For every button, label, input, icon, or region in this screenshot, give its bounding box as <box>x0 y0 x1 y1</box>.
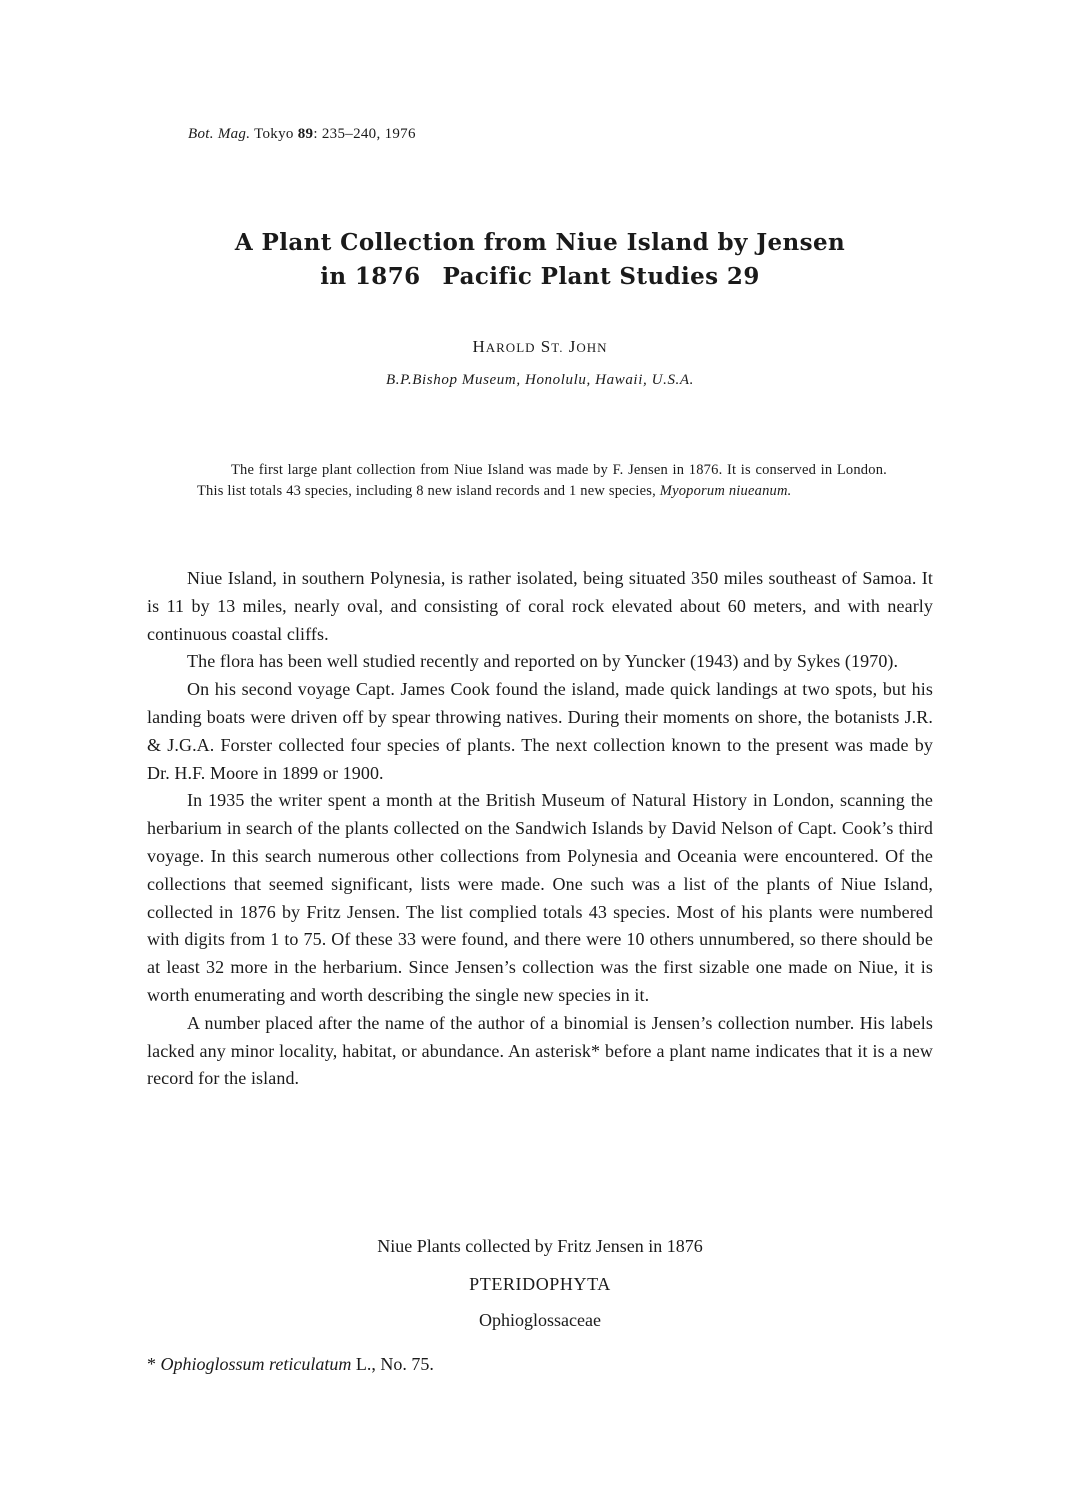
abstract-text: The first large plant collection from Niue Island was made by F. Jensen in 1876. It is conserved in London. This list totals 43 species, including 8 new island records and 1 new species, <box>197 462 887 499</box>
abstract <box>197 460 887 502</box>
paragraph: Niue Island, in southern Polynesia, is rather isolated, being situated 350 miles southeast of Samoa. It is 11 by 13 miles, nearly oval, and consisting of coral rock elevated about 60 meters, and with nearly continuous coastal cliffs. <box>147 568 933 644</box>
author-first-initial: H <box>472 337 486 356</box>
species-name: Ophioglossum reticulatum <box>160 1354 352 1374</box>
journal-place: Tokyo <box>254 126 294 142</box>
title-series: Pacific Plant Studies 29 <box>442 263 760 290</box>
abstract-species: Myoporum niueanum. <box>659 483 792 499</box>
author-last-rest: OHN <box>576 340 608 355</box>
paragraph: A number placed after the name of the author of a binomial is Jensen’s collection number. His labels lacked any minor locality, habitat, or abundance. An asterisk* before a plant name indicates that it is a new record for the island. <box>147 1012 933 1089</box>
author-last-initial: J <box>568 337 577 356</box>
family-heading: Ophioglossaceae <box>479 1310 601 1330</box>
paragraph: The flora has been well studied recently and reported on by Yuncker (1943) and by Sykes (1970). <box>187 651 899 672</box>
division-heading: PTERIDOPHYTA <box>469 1274 611 1294</box>
new-record-marker: * <box>147 1354 156 1374</box>
species-author-number: L., No. 75. <box>355 1354 434 1374</box>
author-first-rest: AROLD <box>485 340 536 355</box>
journal-name: Bot. Mag. <box>188 126 251 142</box>
title-year: in 1876 <box>320 263 421 290</box>
title-line-1: A Plant Collection from Niue Island by Jensen <box>234 229 846 256</box>
author-middle-rest: T. <box>551 340 564 355</box>
body-text <box>147 565 933 1093</box>
author-middle-initial: S <box>540 337 552 356</box>
paragraph: On his second voyage Capt. James Cook found the island, made quick landings at two spots, but his landing boats were driven off by spear throwing natives. During their moments on shore, the botanists J.R. & J.G.A. Forster collected four species of plants. The next collection known to the present was made by Dr. H.F. Moore in 1899 or 1900. <box>147 679 933 783</box>
journal-pages: : 235–240, 1976 <box>313 126 416 142</box>
journal-volume: 89 <box>297 126 314 142</box>
list-heading: Niue Plants collected by Fritz Jensen in 1876 <box>377 1236 703 1256</box>
author-affiliation: B.P.Bishop Museum, Honolulu, Hawaii, U.S.A. <box>385 372 695 388</box>
author-name <box>140 337 940 357</box>
title-line-2 <box>140 260 940 294</box>
species-entry <box>147 1354 434 1375</box>
paper-title <box>140 226 940 294</box>
journal-citation <box>188 126 416 143</box>
paragraph: In 1935 the writer spent a month at the British Museum of Natural History in London, scanning the herbarium in search of the plants collected on the Sandwich Islands by David Nelson of Capt. Cook’s third voyage. In this search numerous other collections from Polynesia and Oceania were encountered. Of the collections that seemed significant, lists were made. One such was a list of the plants of Niue Island, collected in 1876 by Fritz Jensen. The list complied totals 43 species. Most of his plants were numbered with digits from 1 to 75. Of these 33 were found, and there were 10 others unnumbered, so there should be at least 32 more in the herbarium. Since Jensen’s collection was the first sizable one made on Niue, it is worth enumerating and worth describing the single new species in it. <box>147 790 933 1005</box>
